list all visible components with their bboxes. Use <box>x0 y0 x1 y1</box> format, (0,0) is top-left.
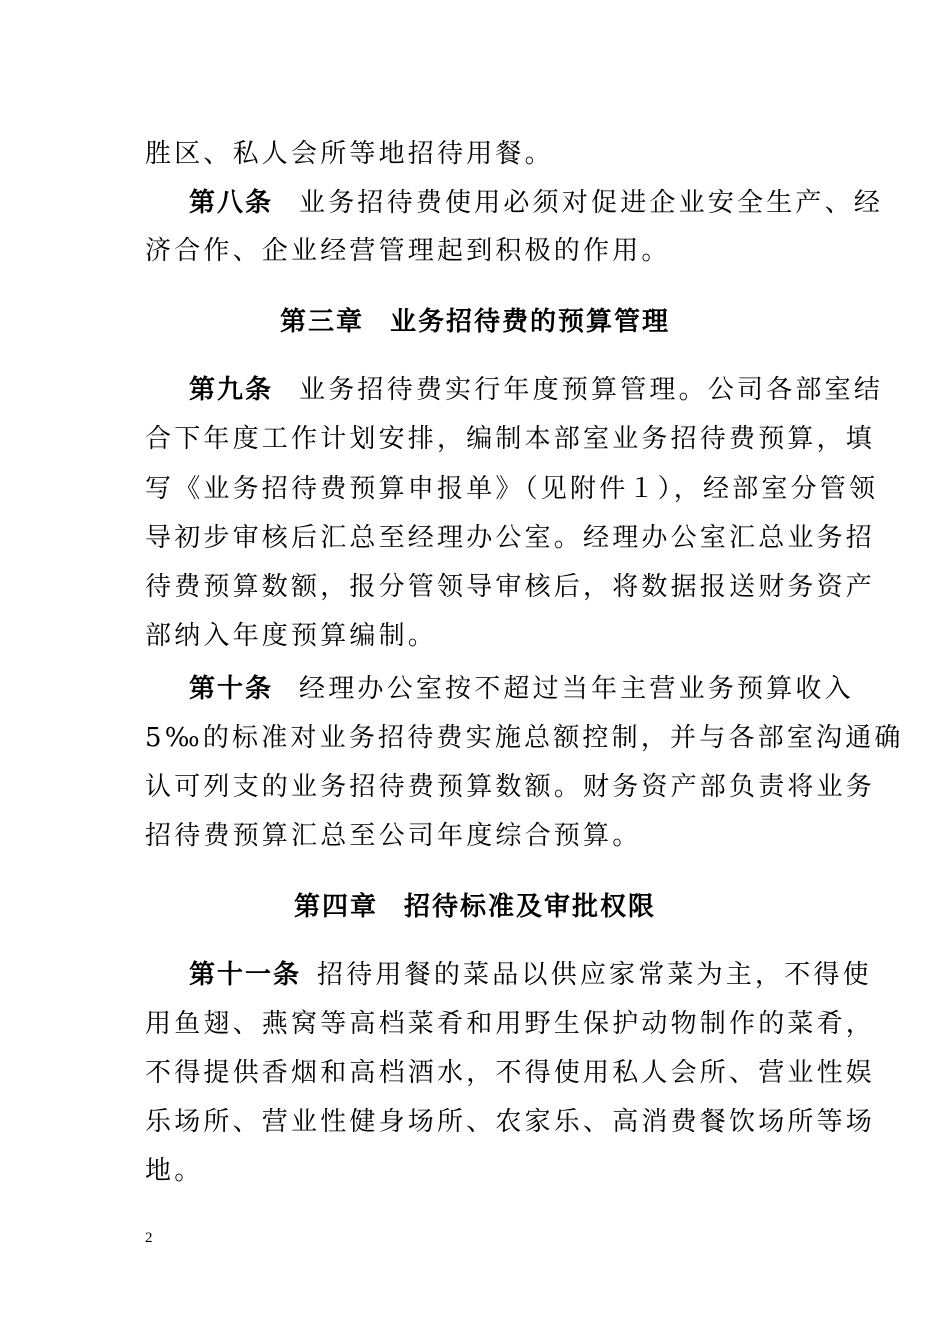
paragraph-line: 胜区、私人会所等地招待用餐。 <box>145 139 554 169</box>
paragraph-line: 招待费预算汇总至公司年度综合预算。 <box>145 821 642 851</box>
article-11-first-line <box>189 958 872 992</box>
paragraph-line: 合下年度工作计划安排，编制本部室业务招待费预算，填 <box>145 424 876 454</box>
article-8-first-line <box>189 186 884 220</box>
chapter-3-title: 业务招待费的预算管理 <box>390 307 671 337</box>
article-9-title: 第九条 <box>189 375 274 405</box>
chapter-4-title: 招待标准及审批权限 <box>404 892 657 922</box>
chapter-3-heading <box>0 305 950 339</box>
chapter-4-heading <box>0 890 950 924</box>
chapter-3-number: 第三章 <box>279 307 364 337</box>
article-11-title: 第十一条 <box>189 960 302 990</box>
paragraph-line: 待费预算数额，报分管领导审核后，将数据报送财务资产 <box>145 572 876 602</box>
article-10-text: 经理办公室按不超过当年主营业务预算收入 <box>299 674 854 704</box>
paragraph-line: 写《业务招待费预算申报单》（见附件１），经部室分管领 <box>145 474 879 504</box>
paragraph-line: 认可列支的业务招待费预算数额。财务资产部负责将业务 <box>145 772 876 802</box>
article-9-text: 业务招待费实行年度预算管理。公司各部室结 <box>299 375 884 405</box>
chapter-4-number: 第四章 <box>293 892 378 922</box>
paragraph-line: 5‰的标准对业务招待费实施总额控制，并与各部室沟通确 <box>145 723 904 753</box>
article-11-text: 招待用餐的菜品以供应家常菜为主，不得使 <box>317 960 872 990</box>
paragraph-line: 济合作、企业经营管理起到积极的作用。 <box>145 236 671 266</box>
page-number: 2 <box>145 1230 153 1246</box>
paragraph-line: 用鱼翅、燕窝等高档菜肴和用野生保护动物制作的菜肴， <box>145 1009 876 1039</box>
paragraph-line: 地。 <box>145 1156 204 1186</box>
paragraph-line: 部纳入年度预算编制。 <box>145 621 438 651</box>
article-10-first-line <box>189 672 854 706</box>
article-8-text: 业务招待费使用必须对促进企业安全生产、经 <box>299 188 884 218</box>
paragraph-line: 乐场所、营业性健身场所、农家乐、高消费餐饮场所等场 <box>145 1107 876 1137</box>
paragraph-line: 不得提供香烟和高档酒水，不得使用私人会所、营业性娱 <box>145 1058 876 1088</box>
article-10-title: 第十条 <box>189 674 274 704</box>
article-8-title: 第八条 <box>189 188 274 218</box>
paragraph-line: 导初步审核后汇总至经理办公室。经理办公室汇总业务招 <box>145 523 876 553</box>
article-9-first-line <box>189 373 884 407</box>
